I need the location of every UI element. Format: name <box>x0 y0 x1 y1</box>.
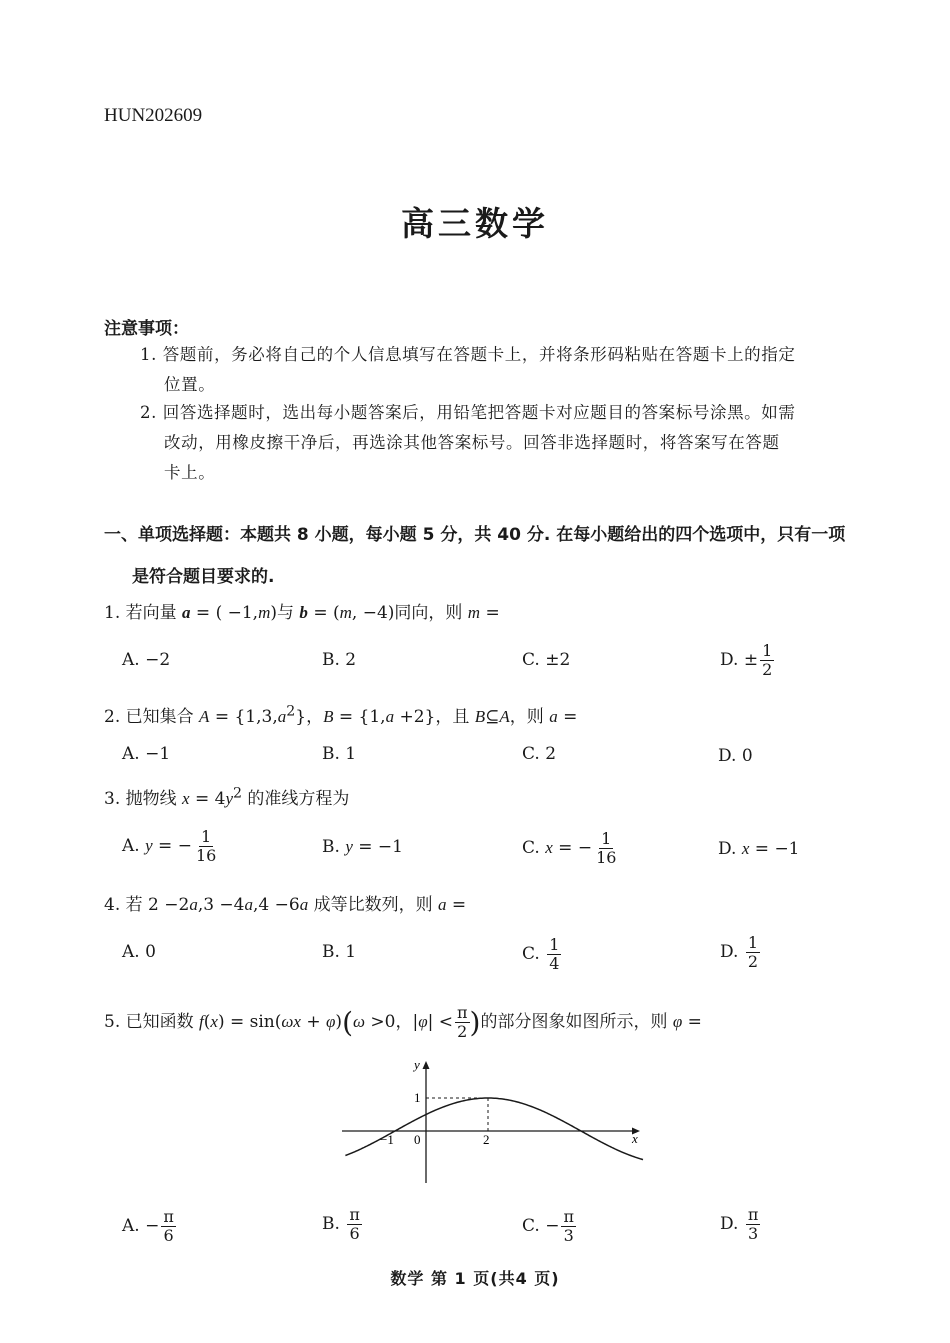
notice-heading: 注意事项： <box>104 319 189 339</box>
q1-option-a: A. −2 <box>122 650 171 670</box>
q4-option-c <box>522 936 561 973</box>
x-axis-label: x <box>632 1131 638 1146</box>
fraction-denominator: 2 <box>762 660 773 679</box>
fraction <box>594 830 618 867</box>
var-m: m <box>258 603 271 622</box>
var-x: x <box>210 1012 218 1031</box>
q4-option-a: A. 0 <box>122 942 156 962</box>
q1-option-d-prefix: D. ± <box>720 650 759 670</box>
option-prefix: D. <box>720 1214 744 1234</box>
section-heading-line-1: 一、单项选择题：本题共 8 小题，每小题 5 分，共 40 分. 在每小题给出的四个选项中，只有一项 <box>104 525 846 545</box>
q5-stem-text: ( <box>203 1012 211 1032</box>
q3-option-a <box>122 828 218 865</box>
fraction <box>746 1206 761 1243</box>
q5-option-d <box>720 1206 760 1243</box>
fraction-numerator: π <box>457 1003 468 1022</box>
fraction-denominator: 16 <box>195 846 217 865</box>
var-x: x <box>545 838 553 857</box>
fraction-numerator: π <box>349 1205 360 1224</box>
sine-curve <box>345 1098 643 1160</box>
section-heading-line-2: 是符合题目要求的. <box>132 567 275 587</box>
set-b: B <box>323 707 334 726</box>
q2-stem-text: = <box>557 707 578 727</box>
q1-stem-text: = ( <box>307 603 340 623</box>
exam-code: HUN202609 <box>104 105 203 126</box>
var-a: a <box>277 707 287 726</box>
set-a: A <box>499 707 510 726</box>
notice-item-1-line-1: 1. 答题前，务必将自己的个人信息填写在答题卡上，并将条形码粘贴在答题卡上的指定 <box>140 345 796 364</box>
q5-stem-text: = <box>682 1012 702 1032</box>
fraction <box>561 1208 576 1245</box>
option-prefix: D. <box>720 942 744 962</box>
option-prefix: A. − <box>122 1216 160 1236</box>
fraction-numerator: π <box>747 1205 759 1224</box>
q3-stem-text: = 4 <box>189 789 226 809</box>
q2-option-c: C. 2 <box>522 744 557 764</box>
question-5-stem <box>104 1004 702 1041</box>
notice-item-1-line-2: 位置。 <box>164 375 216 394</box>
question-2-stem <box>104 702 577 727</box>
q3-option-d <box>718 839 800 859</box>
exponent: 2 <box>286 703 296 720</box>
option-prefix: B. <box>322 837 346 857</box>
var-x: x <box>741 839 750 858</box>
exponent: 2 <box>233 785 243 802</box>
option-prefix: B. <box>322 1214 346 1234</box>
q1-stem-text: 1. 若向量 <box>104 603 183 623</box>
q3-option-c <box>522 830 618 867</box>
y-axis-label: y <box>414 1057 420 1072</box>
var-a: a <box>438 895 447 914</box>
q2-stem-text: ，则 <box>509 707 550 727</box>
set-b: B <box>474 707 486 726</box>
var-phi: φ <box>418 1012 428 1031</box>
var-y: y <box>145 836 153 855</box>
q5-stem-text: 5. 已知函数 <box>104 1012 200 1032</box>
var-f: f <box>199 1012 204 1031</box>
fraction-denominator: 2 <box>457 1022 468 1041</box>
fraction <box>547 936 561 973</box>
q1-stem-text: )与 <box>270 603 300 623</box>
var-a: a <box>299 895 309 914</box>
q4-option-d <box>720 934 760 971</box>
q2-option-a: A. −1 <box>122 744 171 764</box>
q2-stem-text: }， <box>295 707 324 727</box>
var-omega: ω <box>281 1012 294 1031</box>
var-m: m <box>467 603 481 622</box>
fraction-numerator: π <box>563 1207 574 1226</box>
fraction-denominator: 2 <box>747 952 759 971</box>
option-prefix: D. <box>718 839 742 859</box>
fraction-denominator: 4 <box>549 954 560 973</box>
fraction-denominator: 16 <box>596 848 617 867</box>
q1-option-c: C. ±2 <box>522 650 571 670</box>
right-paren: ) <box>469 1006 481 1039</box>
q4-stem-text: 成等比数列，则 <box>308 895 438 915</box>
fraction-denominator: 6 <box>349 1224 360 1243</box>
option-prefix: C. <box>522 944 546 964</box>
fraction-denominator: 6 <box>163 1226 174 1245</box>
q5-stem-text: ) = sin( <box>217 1012 282 1032</box>
option-text: = − <box>552 838 593 858</box>
var-y: y <box>225 789 233 808</box>
question-3-stem <box>104 784 349 809</box>
q5-stem-text: >0，| <box>365 1012 419 1032</box>
fraction <box>760 642 774 679</box>
notice-item-2 <box>140 398 860 488</box>
q2-option-d: D. 0 <box>718 746 753 766</box>
q1-option-d <box>720 642 774 679</box>
fraction-numerator: π <box>163 1207 174 1226</box>
fraction <box>455 1004 470 1041</box>
option-text: = −1 <box>352 837 403 857</box>
vector-b: b <box>299 603 308 622</box>
var-a: a <box>385 707 395 726</box>
sine-graph-figure <box>330 1055 650 1185</box>
notice-item-2-line-1: 2. 回答选择题时，选出每小题答案后，用铅笔把答题卡对应题目的答案标号涂黑。如需 <box>140 403 796 422</box>
q5-stem-text: ) <box>335 1012 343 1032</box>
q5-stem-text: | < <box>427 1012 454 1032</box>
q5-option-a <box>122 1208 176 1245</box>
q4-stem-text: ,3 −4 <box>197 895 245 915</box>
q5-stem-text: 的部分图象如图所示，则 <box>480 1012 673 1032</box>
fraction-numerator: 1 <box>549 935 560 954</box>
q4-stem-text: ,4 −6 <box>253 895 300 915</box>
q3-option-b <box>322 837 403 857</box>
var-y: y <box>345 837 353 856</box>
option-text: = − <box>152 836 192 856</box>
var-x: x <box>293 1012 301 1031</box>
x-tick-neg1: −1 <box>380 1132 394 1147</box>
q5-stem-text: + <box>300 1012 327 1032</box>
fraction <box>161 1208 176 1245</box>
var-phi: φ <box>672 1012 683 1031</box>
question-1-stem <box>104 598 500 623</box>
q1-stem-text: , −4)同向，则 <box>351 603 468 623</box>
y-axis-arrow <box>423 1061 430 1069</box>
subset-symbol: ⊆ <box>485 707 500 727</box>
var-phi: φ <box>326 1012 336 1031</box>
q5-option-c <box>522 1208 576 1245</box>
var-x: x <box>182 789 190 808</box>
fraction-numerator: 1 <box>201 827 212 846</box>
var-a: a <box>244 895 253 914</box>
var-omega: ω <box>353 1012 366 1031</box>
fraction-denominator: 3 <box>563 1226 574 1245</box>
page-footer: 数学 第 1 页(共4 页) <box>390 1269 560 1288</box>
fraction-numerator: 1 <box>747 933 759 952</box>
q3-stem-text: 3. 抛物线 <box>104 789 183 809</box>
left-paren: ( <box>342 1006 353 1039</box>
option-text: = −1 <box>749 839 800 859</box>
option-prefix: C. − <box>522 1216 560 1236</box>
question-4-stem <box>104 890 466 915</box>
q5-option-b <box>322 1206 362 1243</box>
x-tick-2: 2 <box>483 1132 490 1147</box>
q3-stem-text: 的准线方程为 <box>242 789 350 809</box>
var-a: a <box>189 895 198 914</box>
y-tick-1: 1 <box>414 1090 421 1105</box>
q2-option-b: B. 1 <box>322 744 357 764</box>
q2-stem-text: +2}，且 <box>394 707 475 727</box>
q1-stem-text: = ( −1, <box>190 603 259 623</box>
notice-item-2-line-3: 卡上。 <box>164 463 216 482</box>
page-title: 高三数学 <box>401 204 549 243</box>
fraction-numerator: 1 <box>601 829 612 848</box>
q2-stem-text: 2. 已知集合 <box>104 707 200 727</box>
q1-stem-text: = <box>480 603 500 623</box>
option-prefix: C. <box>522 838 546 858</box>
fraction <box>194 828 218 865</box>
option-prefix: A. <box>122 836 146 856</box>
q4-stem-text: = <box>446 895 467 915</box>
section-heading <box>104 514 864 598</box>
q4-stem-text: 4. 若 2 −2 <box>104 895 190 915</box>
notice-item-2-line-2: 改动，用橡皮擦干净后，再选涂其他答案标号。回答非选择题时，将答案写在答题 <box>164 433 780 452</box>
q1-option-b: B. 2 <box>322 650 357 670</box>
origin-label: 0 <box>414 1132 421 1147</box>
q2-stem-text: = {1,3, <box>209 707 278 727</box>
q4-option-b: B. 1 <box>322 942 357 962</box>
set-a: A <box>199 707 210 726</box>
vector-a: a <box>182 603 191 622</box>
var-m: m <box>339 603 352 622</box>
fraction <box>347 1206 362 1243</box>
fraction-numerator: 1 <box>762 641 773 660</box>
q2-stem-text: = {1, <box>333 707 386 727</box>
fraction <box>746 934 760 971</box>
notice-item-1 <box>140 340 860 400</box>
var-a: a <box>549 707 558 726</box>
fraction-denominator: 3 <box>748 1224 759 1243</box>
